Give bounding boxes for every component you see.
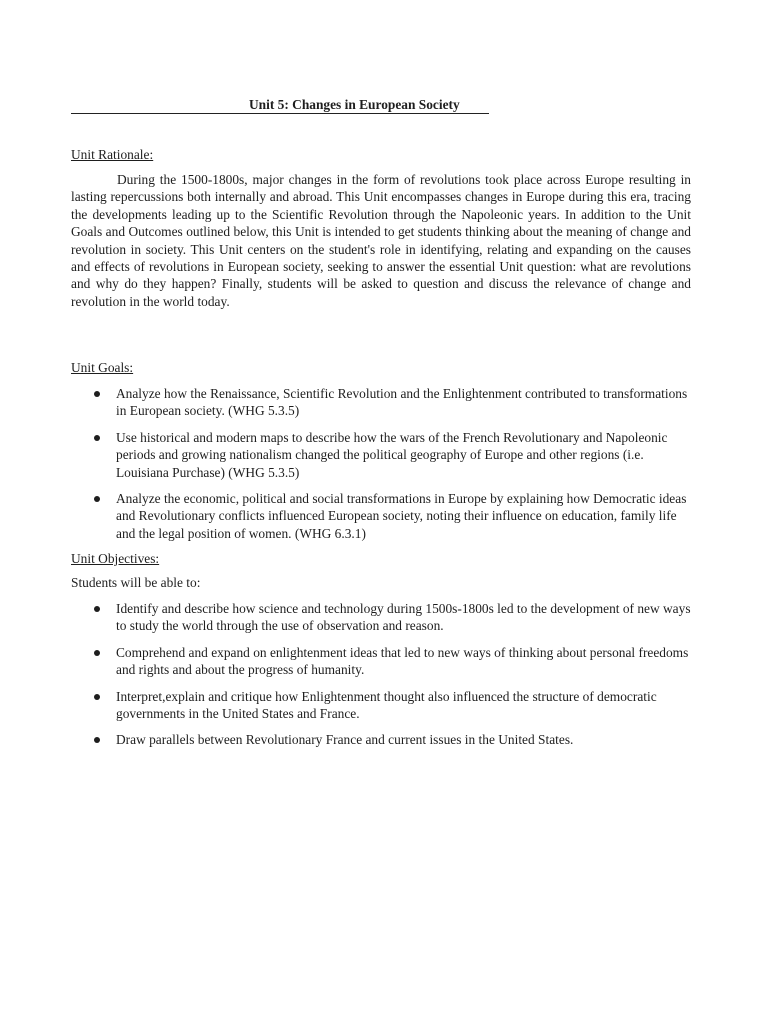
list-item bbox=[71, 490, 691, 542]
goals-list bbox=[71, 385, 691, 551]
objectives-list bbox=[71, 600, 691, 758]
rationale-heading: Unit Rationale: bbox=[71, 147, 154, 162]
objective-text: Identify and describe how science and technology during 1500s-1800s led to the development of new ways to study the world through the use of observation and reason. bbox=[116, 601, 691, 634]
page-title: Unit 5: Changes in European Society bbox=[249, 97, 460, 112]
objective-text: Draw parallels between Revolutionary France and current issues in the United States. bbox=[116, 732, 574, 748]
bullet-icon bbox=[94, 606, 100, 612]
bullet-icon bbox=[94, 694, 100, 700]
goals-heading: Unit Goals: bbox=[71, 360, 134, 375]
goal-text: Analyze how the Renaissance, Scientific Revolution and the Enlightenment contributed to transformations in European society. (WHG 5.3.5) bbox=[116, 386, 688, 419]
goal-text: Use historical and modern maps to describe how the wars of the French Revolutionary and Napoleonic periods and growing nationalism changed the political geography of Europe and other regions (i.e. Louisiana Purchase) (WHG 5.3.5) bbox=[116, 429, 668, 480]
bullet-icon bbox=[94, 435, 100, 441]
objectives-heading: Unit Objectives: bbox=[71, 551, 160, 566]
objective-text: Comprehend and expand on enlightenment ideas that led to new ways of thinking about personal freedoms and rights and about the progress of humanity. bbox=[116, 644, 689, 678]
bullet-icon bbox=[94, 737, 100, 743]
goal-text: Analyze the economic, political and social transformations in Europe by explaining how Democratic ideas and Revolutionary conflicts influenced European society, noting their influence on education, family life and the legal position of women. (WHG 6.3.1) bbox=[116, 491, 687, 541]
bullet-icon bbox=[94, 650, 100, 656]
list-item bbox=[71, 644, 691, 679]
objective-text: Interpret,explain and critique how Enlightenment thought also influenced the structure of democratic governments in the United States and France. bbox=[116, 688, 657, 722]
bullet-icon bbox=[94, 391, 100, 397]
list-item bbox=[71, 731, 691, 748]
bullet-icon bbox=[94, 496, 100, 502]
list-item bbox=[71, 600, 691, 635]
rationale-paragraph: During the 1500-1800s, major changes in the form of revolutions took place across Europe resulting in lasting repercussions both internally and abroad. This Unit encompasses changes in Europe during this era, tracing the developments leading up to the Scientific Revolution through the Napoleonic years. In addition to the Unit Goals and Outcomes outlined below, this Unit is intended to get students thinking about the meaning of change and revolution in society. This Unit centers on the student's role in identifying, relating and expanding on the causes and effects of revolutions in European society, seeking to answer the essential Unit question: what are revolutions and why do they happen? Finally, students will be asked to question and discuss the relevance of change and revolution in the world today. bbox=[71, 172, 691, 309]
list-item bbox=[71, 385, 691, 420]
objectives-intro: Students will be able to: bbox=[71, 575, 201, 590]
list-item bbox=[71, 429, 691, 481]
list-item bbox=[71, 688, 691, 723]
